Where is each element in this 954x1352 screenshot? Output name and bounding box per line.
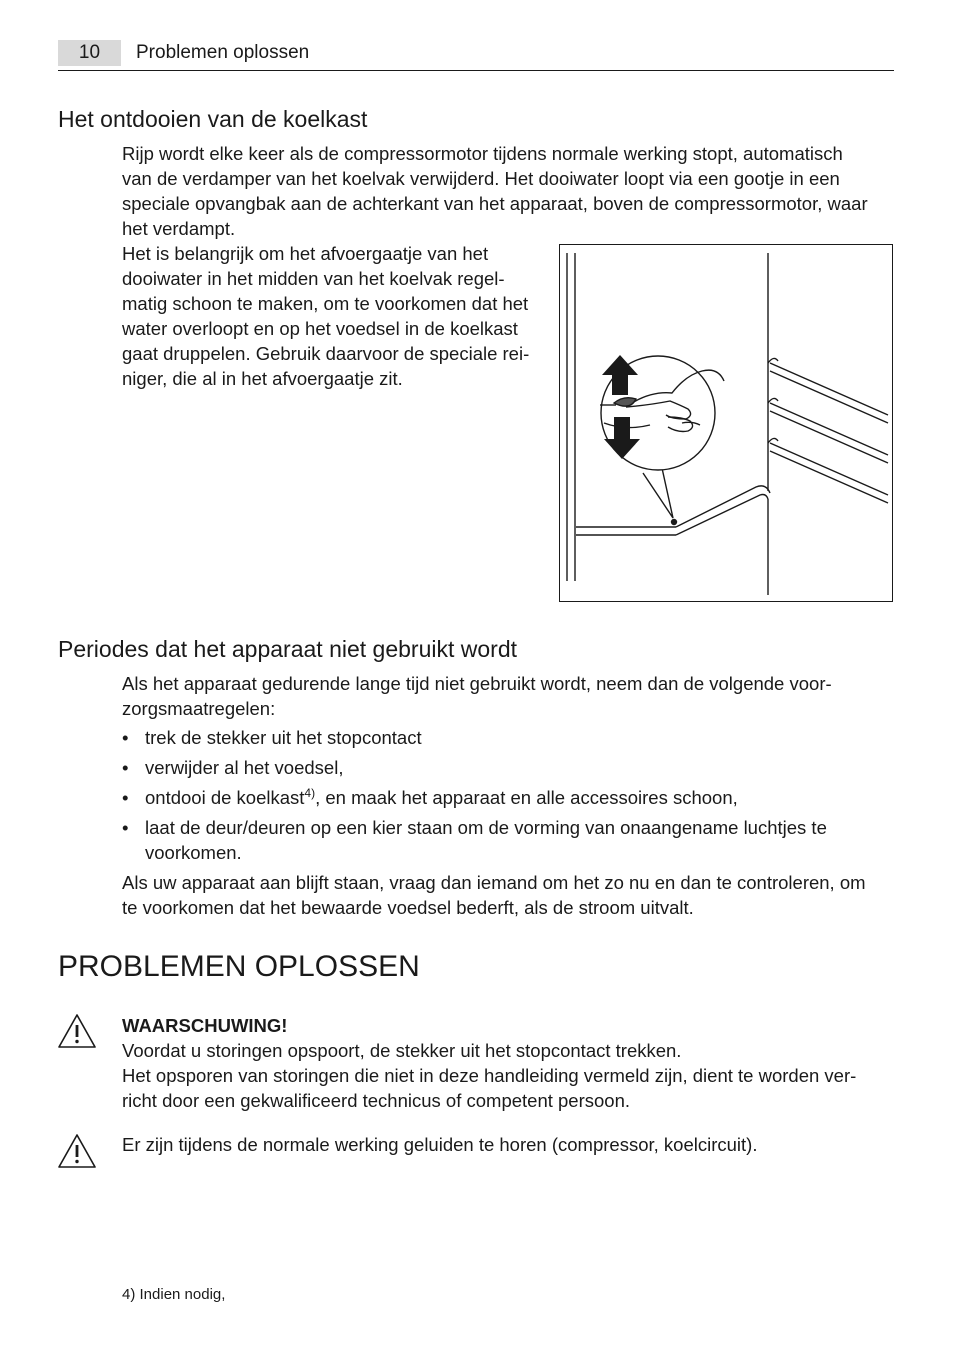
text-line: te voorkomen dat het bewaarde voedsel bederft, als de stroom uitvalt. <box>122 897 694 918</box>
text-line: Voordat u storingen opspoort, de stekker uit het stopcontact trekken. <box>122 1040 682 1061</box>
unused-intro <box>122 671 892 721</box>
list-item <box>122 725 892 750</box>
text-line: Als uw apparaat aan blijft staan, vraag dan iemand om het zo nu en dan te controleren, om <box>122 872 866 893</box>
text-line: dooiwater in het midden van het koelvak regel- <box>122 268 505 289</box>
text-line: het verdampt. <box>122 218 236 239</box>
list-item-text: laat de deur/deuren op een kier staan om de vorming van onaangename luchtjes te <box>145 817 827 838</box>
noise-note <box>122 1132 892 1157</box>
bullet-marker: • <box>122 787 129 808</box>
defrost-paragraph-2 <box>122 241 552 391</box>
text-line: Als het apparaat gedurende lange tijd niet gebruikt wordt, neem dan de volgende voor- <box>122 673 832 694</box>
footnote: 4) Indien nodig, <box>122 1286 226 1303</box>
list-item <box>122 815 892 865</box>
page-number: 10 <box>58 40 121 66</box>
text-line: gaat druppelen. Gebruik daarvoor de speciale rei- <box>122 343 530 364</box>
list-item <box>122 785 892 810</box>
troubleshooting-heading: PROBLEMEN OPLOSSEN <box>58 950 420 983</box>
text-line: Er zijn tijdens de normale werking geluiden te horen (compressor, koelcircuit). <box>122 1134 758 1155</box>
bullet-marker: • <box>122 817 129 838</box>
unused-heading: Periodes dat het apparaat niet gebruikt wordt <box>58 636 518 662</box>
illustration-drawing <box>560 245 892 601</box>
unused-outro <box>122 870 902 920</box>
running-header-title: Problemen oplossen <box>136 42 310 63</box>
warning-label: WAARSCHUWING! <box>122 1015 288 1036</box>
text-line: Het opsporen van storingen die niet in deze handleiding vermeld zijn, dient te worden ver- <box>122 1065 857 1086</box>
text-line: matig schoon te maken, om te voorkomen dat het <box>122 293 529 314</box>
text-line: niger, die al in het afvoergaatje zit. <box>122 368 403 389</box>
precaution-list <box>122 725 892 870</box>
warning-block <box>122 1013 892 1113</box>
text-line: water overloopt en op het voedsel in de koelkast <box>122 318 518 339</box>
bullet-marker: • <box>122 757 129 778</box>
footnote-reference: 4) <box>304 785 316 800</box>
defrost-heading: Het ontdooien van de koelkast <box>58 106 368 132</box>
text-line: Het is belangrijk om het afvoergaatje van het <box>122 243 489 264</box>
text-line: richt door een gekwalificeerd technicus of competent persoon. <box>122 1090 631 1111</box>
header-divider <box>58 70 894 71</box>
list-item <box>122 755 892 780</box>
text-line: zorgsmaatregelen: <box>122 698 276 719</box>
text-line: Rijp wordt elke keer als de compressormotor tijdens normale werking stopt, automatisch <box>122 143 843 164</box>
list-item-text-line2: voorkomen. <box>145 842 242 863</box>
warning-triangle-icon <box>57 1133 97 1169</box>
list-item-text: ontdooi de koelkast <box>145 787 305 808</box>
defrost-paragraph-1 <box>122 141 892 241</box>
list-item-text: trek de stekker uit het stopcontact <box>145 727 422 748</box>
bullet-marker: • <box>122 727 129 748</box>
text-line: speciale opvangbak aan de achterkant van het apparaat, boven de compressormotor, waar <box>122 193 868 214</box>
defrost-drain-cleaning-illustration <box>559 244 893 602</box>
text-line: van de verdamper van het koelvak verwijderd. Het dooiwater loopt via een gootje in een <box>122 168 840 189</box>
list-item-text: verwijder al het voedsel, <box>145 757 344 778</box>
warning-triangle-icon <box>57 1013 97 1049</box>
list-item-text-continued: , en maak het apparaat en alle accessoires schoon, <box>315 787 738 808</box>
